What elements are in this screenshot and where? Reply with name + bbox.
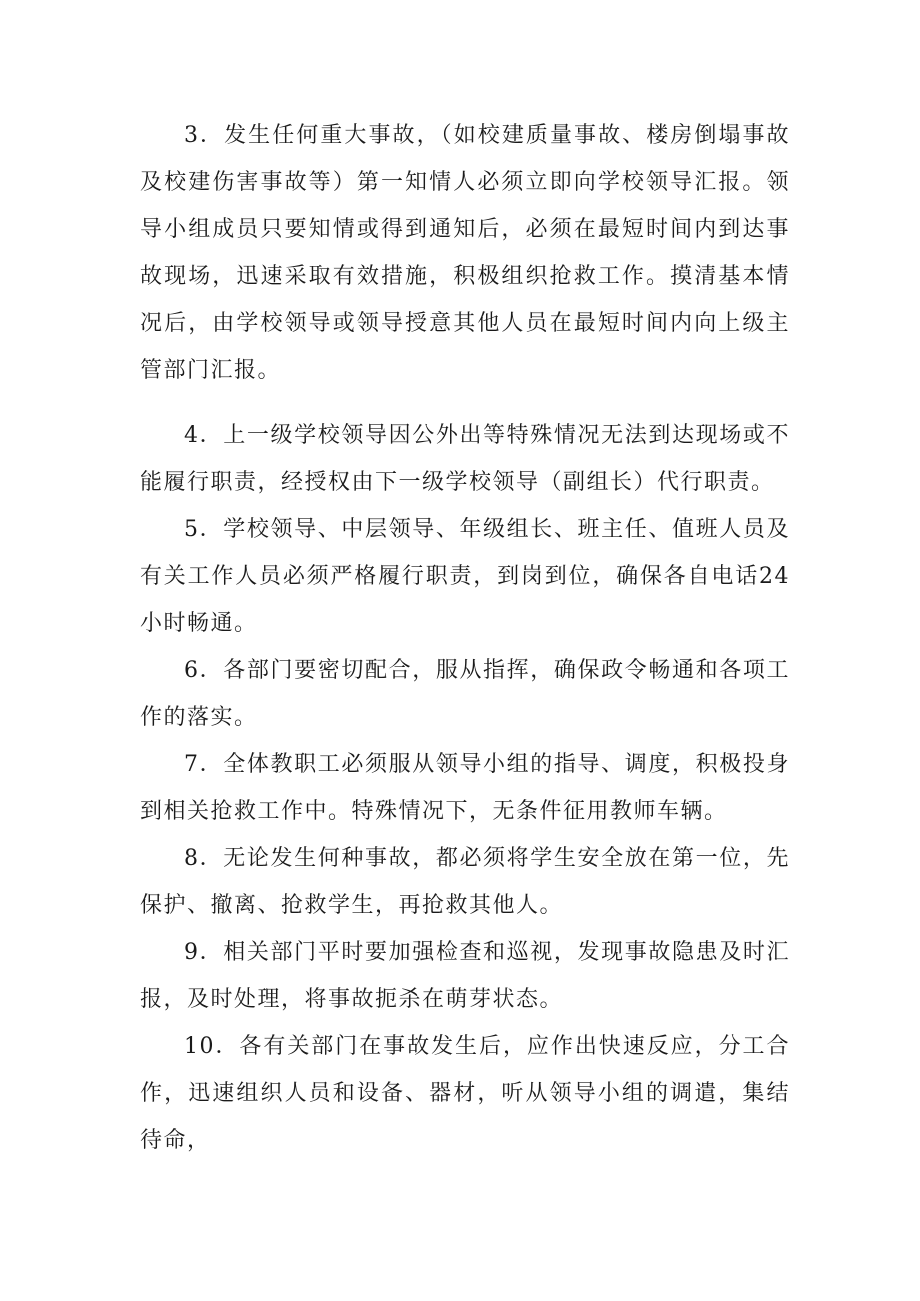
paragraph-item-5: 5．学校领导、中层领导、年级组长、班主任、值班人员及有关工作人员必须严格履行职责，到岗到位，确保各自电话24小时畅通。 <box>140 517 790 636</box>
paragraph-item-9: 9．相关部门平时要加强检查和巡视，发现事故隐患及时汇报，及时处理，将事故扼杀在萌芽状态。 <box>140 940 790 1012</box>
paragraph-item-4: 4．上一级学校领导因公外出等特殊情况无法到达现场或不能履行职责，经授权由下一级学校领导（副组长）代行职责。 <box>140 423 790 495</box>
paragraph-item-6: 6．各部门要密切配合，服从指挥，确保政令畅通和各项工作的落实。 <box>140 658 790 730</box>
document-body <box>140 112 790 1164</box>
paragraph-item-8: 8．无论发生何种事故，都必须将学生安全放在第一位，先保护、撤离、抢救学生，再抢救其他人。 <box>140 846 790 918</box>
paragraph-item-7: 7．全体教职工必须服从领导小组的指导、调度，积极投身到相关抢救工作中。特殊情况下，无条件征用教师车辆。 <box>140 752 790 824</box>
paragraph-item-10: 10．各有关部门在事故发生后，应作出快速反应，分工合作，迅速组织人员和设备、器材，听从领导小组的调遣，集结待命， <box>140 1034 790 1153</box>
paragraph-item-3: 3．发生任何重大事故，（如校建质量事故、楼房倒塌事故及校建伤害事故等）第一知情人必须立即向学校领导汇报。领导小组成员只要知情或得到通知后，必须在最短时间内到达事故现场，迅速采取有效措施，积极组织抢救工作。摸清基本情况后，由学校领导或领导授意其他人员在最短时间内向上级主管部门汇报。 <box>140 123 790 383</box>
